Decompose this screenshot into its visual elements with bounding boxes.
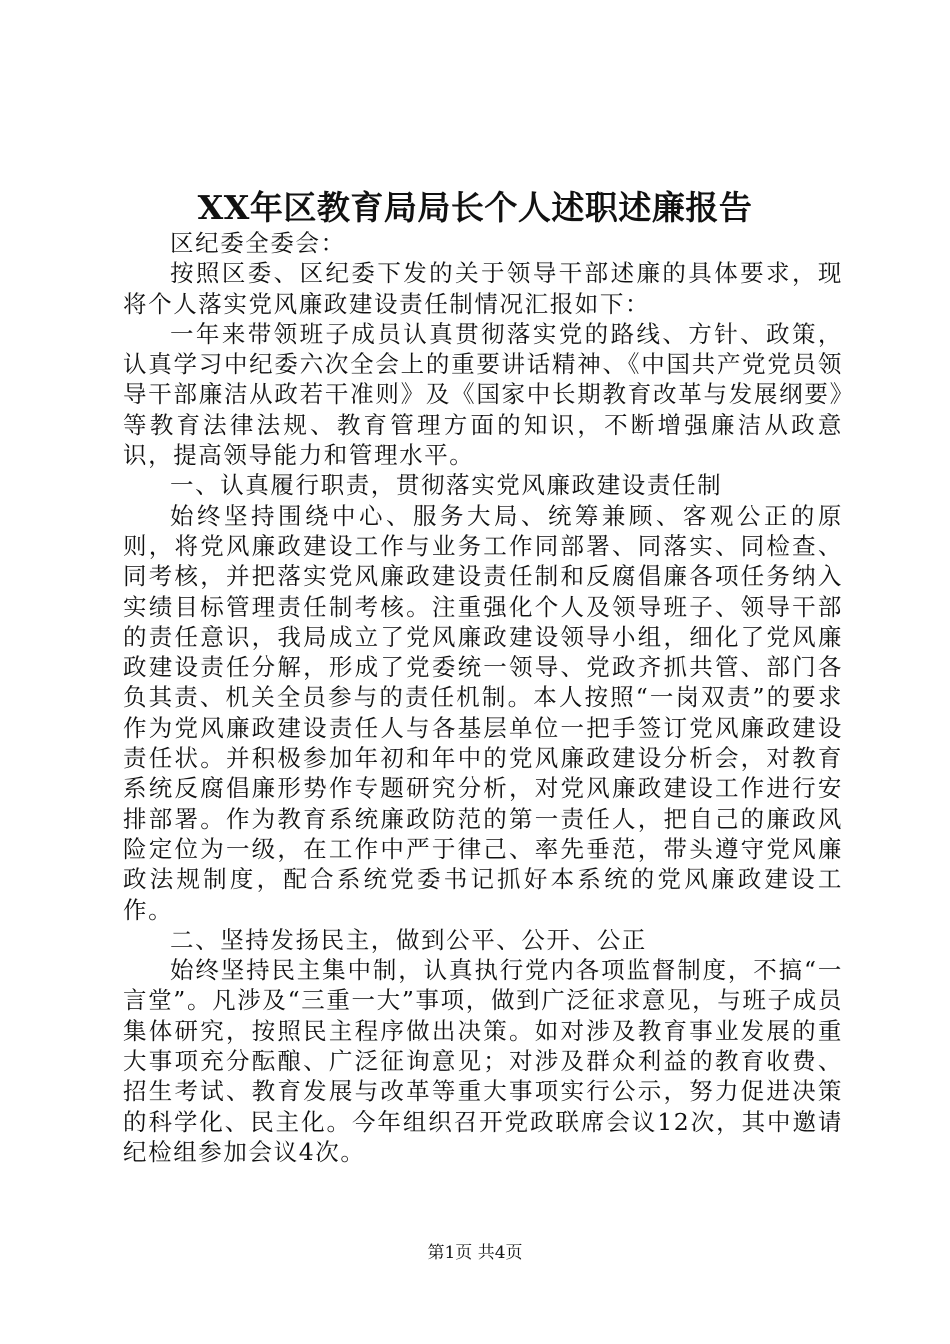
section-heading-1: 一、认真履行职责，贯彻落实党风廉政建设责任制 xyxy=(170,471,723,500)
paragraph-intro: 按照区委、区纪委下发的关于领导干部述廉的具体要求，现将个人落实党风廉政建设责任制情况汇报如下： xyxy=(123,259,843,318)
document-body xyxy=(123,228,843,1167)
page-footer: 第1页 共4页 xyxy=(427,1243,523,1263)
paragraph-section-1: 始终坚持围绕中心、服务大局、统筹兼顾、客观公正的原则，将党风廉政建设工作与业务工作同部署、同落实、同检查、同考核，并把落实党风廉政建设责任制和反腐倡廉各项任务纳入实绩目标管理责任制考核。注重强化个人及领导班子、领导干部的责任意识，我局成立了党风廉政建设领导小组，细化了党风廉政建设责任分解，形成了党委统一领导、党政齐抓共管、部门各负其责、机关全员参与的责任机制。本人按照“一岗双责”的要求作为党风廉政建设责任人与各基层单位一把手签订党风廉政建设责任状。并积极参加年初和年中的党风廉政建设分析会，对教育系统反腐倡廉形势作专题研究分析，对党风廉政建设工作进行安排部署。作为教育系统廉政防范的第一责任人，把自己的廉政风险定位为一级，在工作中严于律己、率先垂范，带头遵守党风廉政法规制度，配合系统党委书记抓好本系统的党风廉政建设工作。 xyxy=(123,501,843,924)
document-title: XX年区教育局局长个人述职述廉报告 xyxy=(197,188,753,227)
salutation: 区纪委全委会： xyxy=(170,229,346,257)
paragraph-overview: 一年来带领班子成员认真贯彻落实党的路线、方针、政策，认真学习中纪委六次全会上的重要讲话精神、《中国共产党党员领导干部廉洁从政若干准则》及《国家中长期教育改革与发展纲要》等教育法律法规、教育管理方面的知识，不断增强廉洁从政意识，提高领导能力和管理水平。 xyxy=(123,319,843,470)
section-heading-2: 二、坚持发扬民主，做到公平、公开、公正 xyxy=(170,925,647,954)
paragraph-section-2: 始终坚持民主集中制，认真执行党内各项监督制度，不搞“一言堂”。凡涉及“三重一大”事项，做到广泛征求意见，与班子成员集体研究，按照民主程序做出决策。如对涉及教育事业发展的重大事项充分酝酿、广泛征询意见；对涉及群众利益的教育收费、招生考试、教育发展与改革等重大事项实行公示，努力促进决策的科学化、民主化。今年组织召开党政联席会议12次，其中邀请纪检组参加会议4次。 xyxy=(123,956,843,1166)
